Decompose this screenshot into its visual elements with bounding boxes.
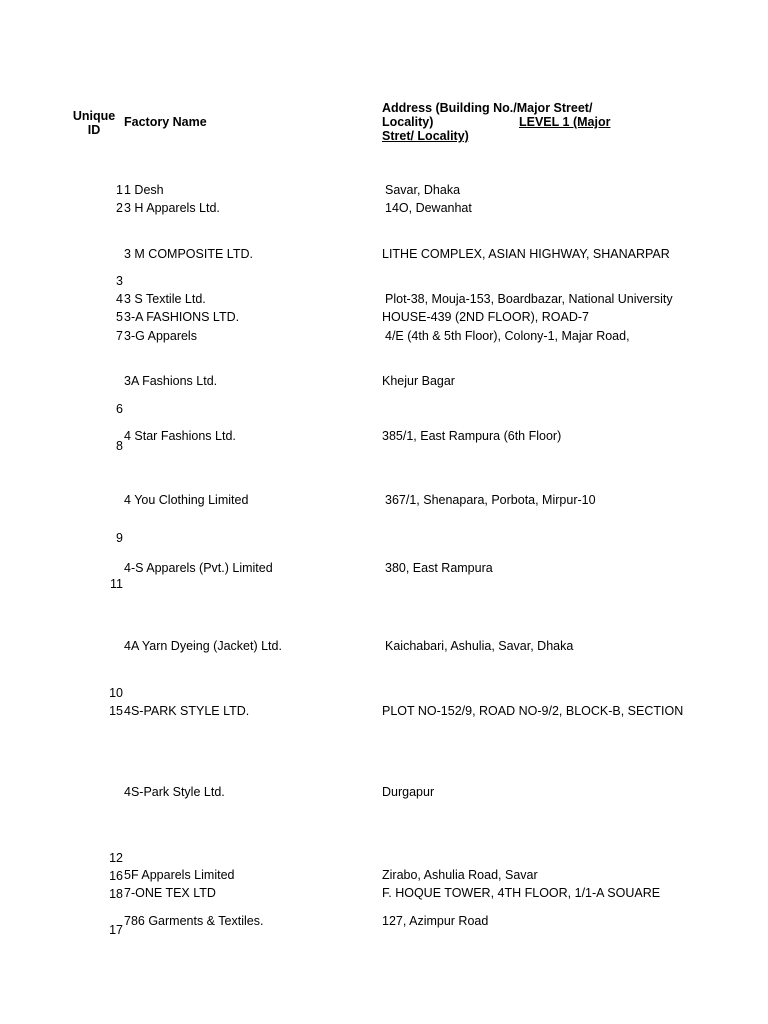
address-text: Durgapur [382,785,435,799]
factory-name: 3-G Apparels [124,329,197,343]
unique-id: 17 [109,923,123,937]
address-text: LITHE COMPLEX, ASIAN HIGHWAY, SHANARPAR [382,247,670,261]
address [382,868,638,882]
address [382,310,638,324]
factory-name: 1 Desh [124,183,164,197]
address-text: 127, Azimpur Road [382,914,489,928]
address [382,292,673,306]
address [382,704,684,718]
factory-name: 4A Yarn Dyeing (Jacket) Ltd. [124,639,282,653]
factory-name: 3-A FASHIONS LTD. [124,310,240,324]
unique-id: 16 [109,869,123,883]
address-text: Savar, Dhaka [385,183,461,197]
unique-id: 2 [116,201,123,215]
unique-id: 15 [109,704,123,718]
header-factory-name: Factory Name [124,115,207,129]
factory-name: 4S-Park Style Ltd. [124,785,225,799]
address [382,429,638,443]
address-text: 380, East Rampura [385,561,493,575]
address [382,247,670,261]
header-address-line1: Address (Building No./Major Street/ [382,101,593,115]
address-text: F. HOQUE TOWER, 4TH FLOOR, 1/1-A SOUARE [382,886,661,900]
header-level1-line1: LEVEL 1 (Major [519,115,611,129]
unique-id: 1 [116,183,123,197]
unique-id: 9 [116,531,123,545]
address [382,639,638,653]
header-unique-id-line2: ID [87,123,101,137]
factory-name: 4-S Apparels (Pvt.) Limited [124,561,273,575]
address [382,914,638,928]
header-address-line2: Locality) [382,115,434,129]
unique-id: 5 [116,310,123,324]
header-unique-id-line1: Unique [72,109,116,123]
address [382,886,661,900]
address-text: PLOT NO-152/9, ROAD NO-9/2, BLOCK-B, SECTION [382,704,684,718]
unique-id: 10 [109,686,123,700]
address [382,183,638,197]
factory-name: 4S-PARK STYLE LTD. [124,704,250,718]
unique-id: 7 [116,329,123,343]
factory-name: 5F Apparels Limited [124,868,235,882]
address-text: HOUSE-439 (2ND FLOOR), ROAD-7 [382,310,589,324]
address-text: Plot-38, Mouja-153, Boardbazar, National University [385,292,673,306]
unique-id: 18 [109,887,123,901]
factory-name: 3 M COMPOSITE LTD. [124,247,253,261]
address-text: Kaichabari, Ashulia, Savar, Dhaka [385,639,574,653]
header-unique-id [64,109,124,137]
address [382,561,638,575]
unique-id: 11 [110,577,123,591]
address [382,493,638,507]
factory-name: 4 Star Fashions Ltd. [124,429,236,443]
factory-name: 3 S Textile Ltd. [124,292,206,306]
address-text: Khejur Bagar [382,374,455,388]
factory-name: 7-ONE TEX LTD [124,886,216,900]
unique-id: 3 [116,274,123,288]
unique-id: 12 [109,851,123,865]
address [382,785,638,799]
address-text: 385/1, East Rampura (6th Floor) [382,429,562,443]
address-text: Zirabo, Ashulia Road, Savar [382,868,538,882]
address-text: 14O, Dewanhat [385,201,472,215]
address [382,329,638,343]
unique-id: 8 [116,439,123,453]
factory-name: 4 You Clothing Limited [124,493,249,507]
unique-id: 4 [116,292,123,306]
header-level1-line2: Stret/ Locality) [382,129,469,143]
address-text: 4/E (4th & 5th Floor), Colony-1, Majar Road, [385,329,630,343]
address [382,374,638,388]
factory-name: 786 Garments & Textiles. [124,914,264,928]
address [382,201,638,215]
unique-id: 6 [116,402,123,416]
factory-name: 3A Fashions Ltd. [124,374,218,388]
factory-name: 3 H Apparels Ltd. [124,201,220,215]
address-text: 367/1, Shenapara, Porbota, Mirpur-10 [385,493,596,507]
